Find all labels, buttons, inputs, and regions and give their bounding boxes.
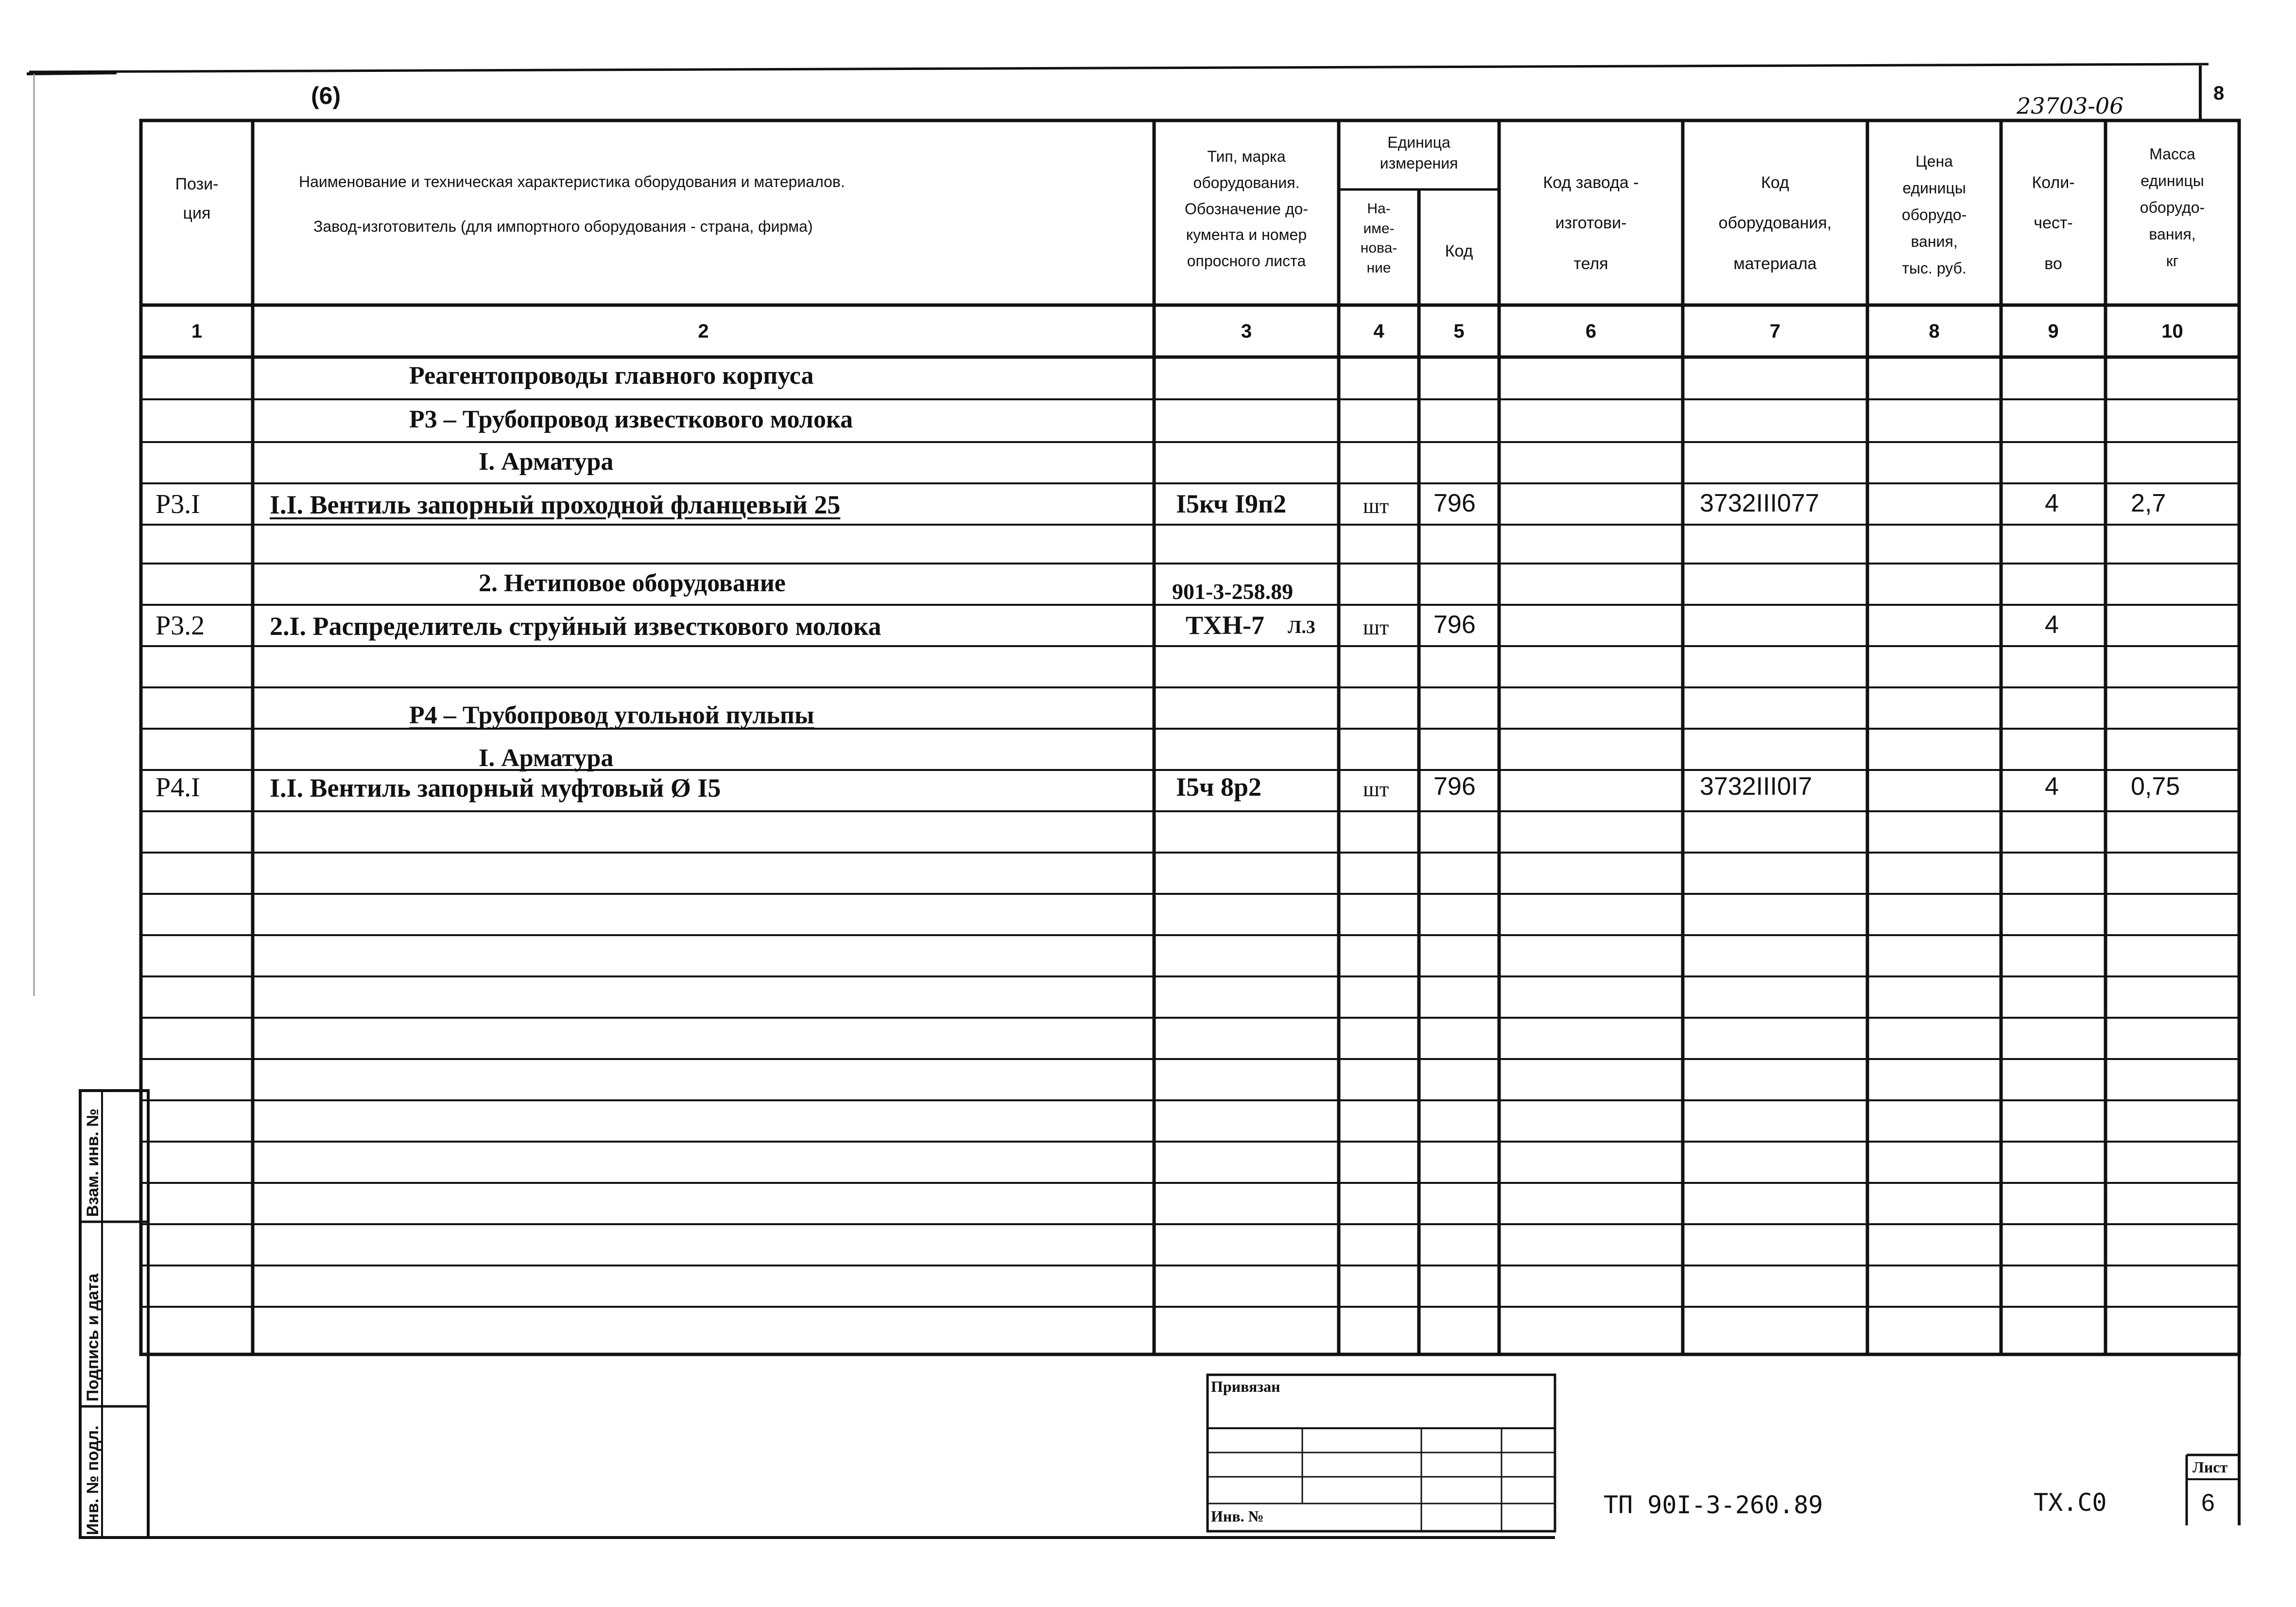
item-unit-code: 796 (1433, 611, 1476, 639)
inventory-number-label: Инв. № (1211, 1507, 1264, 1525)
header-factory-code: Код завода - изготови- теля (1543, 173, 1639, 273)
handwritten-number: 23703-06 (2017, 93, 2124, 119)
item-position: Р3.2 (155, 611, 205, 641)
nontypical-doc-ref: 901-3-258.89 (1172, 579, 1294, 604)
section-mark: (6) (311, 82, 341, 109)
sheet-label: Лист (2192, 1458, 2228, 1476)
section-r3: Р3 – Трубопровод известкового молока (409, 406, 853, 433)
item-quantity: 4 (2045, 611, 2059, 639)
header-equipment-code: Код оборудования, материала (1718, 173, 1832, 273)
item-unit: шт (1363, 615, 1389, 639)
item-unit: шт (1363, 777, 1389, 801)
item-unit-code: 796 (1433, 772, 1476, 801)
column-number-1: 1 (191, 321, 203, 342)
item-name: 2.I. Распределитель струйный известкового молока (270, 612, 881, 641)
column-number-6: 6 (1585, 321, 1597, 342)
item-equipment-code: 3732III0I7 (1700, 772, 1813, 801)
section-r3-nontypical: 2. Нетиповое оборудование (479, 569, 786, 597)
header-unit-name: На- име- нова- ние (1360, 201, 1398, 276)
column-number-4: 4 (1373, 321, 1384, 342)
item-mass: 2,7 (2131, 489, 2166, 517)
column-number-10: 10 (2161, 321, 2183, 342)
document-mark: ТХ.С0 (2034, 1488, 2107, 1517)
header-unit-mass: Масса единицы оборудо- вания, кг (2140, 145, 2205, 270)
privyazan-label: Привязан (1211, 1378, 1280, 1395)
item-position: Р3.I (155, 489, 200, 519)
column-number-7: 7 (1769, 321, 1781, 342)
section-r4: Р4 – Трубопровод угольной пульпы (409, 701, 814, 729)
item-type: I5ч 8р2 (1176, 772, 1262, 802)
column-number-5: 5 (1453, 321, 1465, 342)
section-r3-armatura: I. Арматура (479, 448, 614, 476)
item-quantity: 4 (2045, 772, 2059, 801)
header-name: Наименование и техническая характеристика оборудования и материалов. (299, 173, 845, 190)
item-quantity: 4 (2045, 489, 2059, 517)
column-number-2: 2 (698, 321, 709, 342)
item-unit-code: 796 (1433, 489, 1476, 517)
header-manufacturer: Завод-изготовитель (для импортного оборудования - страна, фирма) (313, 218, 813, 235)
header-unit-code: Код (1445, 242, 1473, 260)
header-unit-group: Единица измерения (1380, 134, 1458, 172)
column-number-9: 9 (2048, 321, 2059, 342)
item-mass: 0,75 (2131, 772, 2180, 801)
header-unit-price: Цена единицы оборудо- вания, тыс. руб. (1901, 153, 1967, 277)
column-number-8: 8 (1929, 321, 1940, 342)
section-r4-armatura: I. Арматура (479, 744, 614, 772)
stamp-signature-date: Подпись и дата (84, 1273, 102, 1402)
section-main-building: Реагентопроводы главного корпуса (409, 362, 814, 390)
stamp-original-inventory: Инв. № подл. (84, 1425, 102, 1535)
item-name: I.I. Вентиль запорный муфтовый Ø I5 (270, 773, 721, 803)
sheet-number: 6 (2201, 1489, 2215, 1516)
header-position: Пози- ция (175, 175, 219, 222)
document-code: ТП 90I-3-260.89 (1604, 1491, 1823, 1519)
item-position: Р4.I (155, 772, 200, 803)
item-name: I.I. Вентиль запорный проходной фланцевый 25 (270, 490, 841, 519)
corner-number: 8 (2213, 83, 2225, 104)
header-type: Тип, марка оборудования. Обозначение до- кумента и номер опросного листа (1185, 148, 1308, 270)
item-type-sheet: Л.3 (1288, 617, 1315, 637)
item-type: ТХН-7 (1186, 611, 1264, 640)
stamp-replaced-inventory: Взам. инв. № (84, 1108, 102, 1217)
item-unit: шт (1363, 494, 1389, 518)
column-number-3: 3 (1241, 321, 1252, 342)
item-type: I5кч I9п2 (1176, 489, 1287, 518)
item-equipment-code: 3732III077 (1700, 489, 1819, 517)
header-quantity: Коли- чест- во (2032, 173, 2075, 273)
